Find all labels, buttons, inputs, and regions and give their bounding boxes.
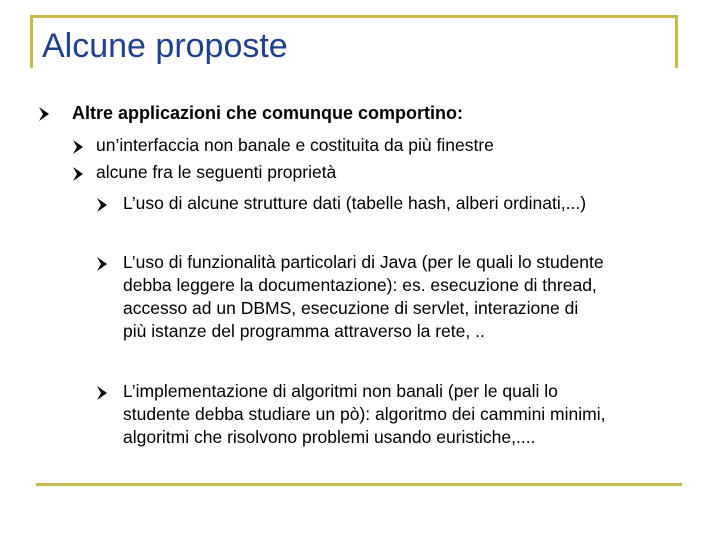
title-frame-top-line — [30, 15, 678, 18]
bullet-level3-text-line: più istanze del programma attraverso la rete, .. — [123, 321, 485, 341]
bullet-level2-text: un’interfaccia non banale e costituita da più finestre — [96, 135, 494, 155]
bullet-level3-text: L’uso di alcune strutture dati (tabelle hash, alberi ordinati,...) — [123, 193, 587, 213]
arrowhead-bullet-icon — [96, 197, 109, 213]
bullet-level3-text-line: L’uso di funzionalità particolari di Java (per le quali lo studente — [123, 252, 604, 272]
bottom-divider — [36, 483, 682, 486]
bullet-level1-text: Altre applicazioni che comunque comportino: — [72, 103, 464, 123]
bullet-level3-text-line: algoritmi che risolvono problemi usando euristiche,.... — [123, 427, 536, 447]
title-frame-right-line — [675, 15, 678, 68]
arrowhead-bullet-icon — [72, 139, 85, 155]
arrowhead-bullet-icon — [38, 106, 51, 122]
arrowhead-bullet-icon — [96, 385, 109, 401]
bullet-level3-text-line: debba leggere la documentazione): es. esecuzione di thread, — [123, 275, 597, 295]
slide-title: Alcune proposte — [42, 27, 288, 65]
arrowhead-bullet-icon — [72, 166, 85, 182]
bullet-level3-text-line: L’implementazione di algoritmi non banali (per le quali lo — [123, 381, 558, 401]
title-frame-left-line — [30, 15, 33, 68]
bullet-level3-text-line: studente debba studiare un pò): algoritmo dei cammini minimi, — [123, 404, 606, 424]
arrowhead-bullet-icon — [96, 256, 109, 272]
bullet-level2-text: alcune fra le seguenti proprietà — [96, 162, 337, 182]
bullet-level3-text-line: accesso ad un DBMS, esecuzione di servlet, interazione di — [123, 298, 579, 318]
